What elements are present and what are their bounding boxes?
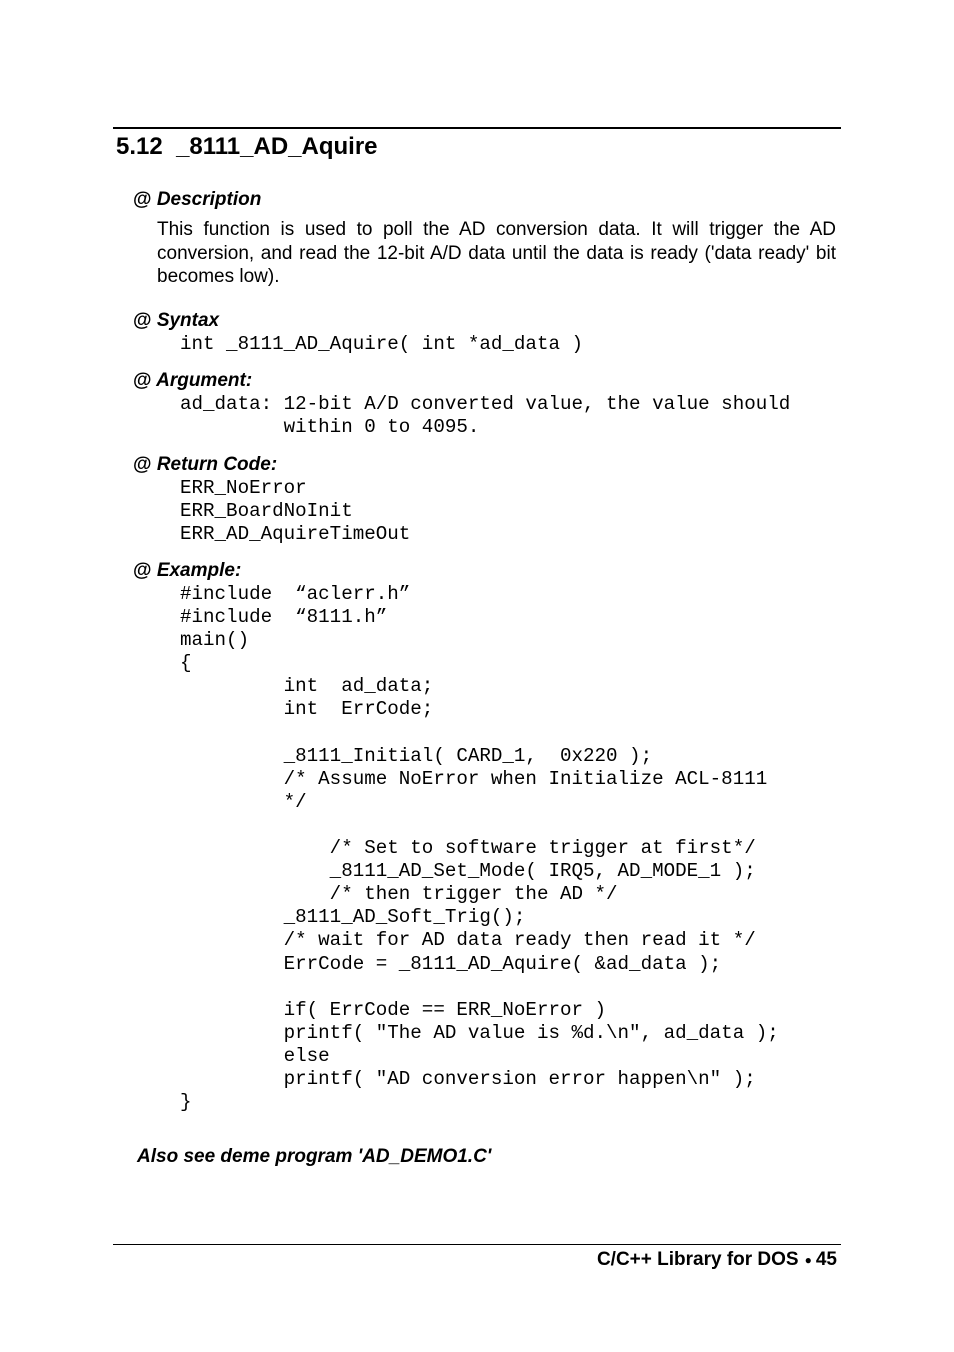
code-line: ad_data: 12-bit A/D converted value, the value should — [180, 393, 791, 415]
also-see-note: Also see deme program 'AD_DEMO1.C' — [137, 1146, 492, 1167]
syntax-code — [180, 333, 583, 356]
code-line — [180, 722, 779, 745]
code-line: #include “8111.h” — [180, 606, 388, 629]
example-heading-label: Example: — [156, 560, 242, 581]
code-line: ERR_NoError — [180, 477, 307, 499]
syntax-heading-label: Syntax — [156, 310, 220, 331]
code-line: _8111_AD_Soft_Trig(); — [180, 906, 526, 929]
code-line: within 0 to 4095. — [180, 416, 480, 439]
argument-heading-label: Argument: — [156, 370, 253, 391]
argument-heading — [133, 369, 252, 393]
code-line: int ErrCode; — [180, 698, 434, 721]
code-line: } — [180, 1091, 192, 1114]
code-line — [180, 814, 779, 837]
at-symbol: @ — [133, 310, 152, 331]
code-line: int ad_data; — [180, 675, 434, 698]
footer-library-title: C/C++ Library for DOS — [596, 1249, 799, 1271]
argument-code — [180, 393, 790, 439]
example-code — [180, 583, 779, 1114]
code-line: main() — [180, 629, 250, 652]
page-footer — [597, 1248, 837, 1272]
code-line: int _8111_AD_Aquire( int *ad_data ) — [180, 333, 584, 355]
code-line: else — [180, 1044, 330, 1067]
at-symbol: @ — [133, 454, 152, 475]
description-text: This function is used to poll the AD conversion data. It will trigger the AD conversion, and read the 12-bit A/D data until the data is ready ('data ready' bit becomes low). — [157, 219, 836, 288]
code-line: #include “aclerr.h” — [180, 583, 411, 605]
code-line: ERR_BoardNoInit — [180, 500, 353, 523]
code-line — [180, 976, 779, 999]
code-line: /* Set to software trigger at first*/ — [180, 837, 756, 860]
code-line: /* wait for AD data ready then read it */ — [180, 929, 756, 952]
code-line: _8111_Initial( CARD_1, 0x220 ); — [180, 744, 653, 767]
section-title — [116, 131, 378, 163]
return-code-heading-label: Return Code: — [156, 454, 278, 475]
at-symbol: @ — [133, 560, 152, 581]
bullet-icon: ● — [804, 1253, 812, 1267]
at-symbol: @ — [133, 370, 152, 391]
bottom-rule — [113, 1244, 841, 1245]
at-symbol: @ — [133, 189, 152, 210]
section-name: _8111_AD_Aquire — [176, 133, 378, 160]
description-heading-label: Description — [156, 189, 262, 210]
code-line: { — [180, 652, 192, 675]
code-line: ErrCode = _8111_AD_Aquire( &ad_data ); — [180, 952, 722, 975]
page-number: 45 — [815, 1249, 837, 1271]
code-line: if( ErrCode == ERR_NoError ) — [180, 998, 607, 1021]
code-line: printf( "AD conversion error happen\n" ); — [180, 1067, 756, 1090]
description-heading — [133, 188, 261, 212]
syntax-heading — [133, 309, 219, 333]
code-line: /* Assume NoError when Initialize ACL-8111 — [180, 767, 768, 790]
return-code-list — [180, 477, 410, 546]
return-code-heading — [133, 453, 277, 477]
section-number: 5.12 — [116, 133, 163, 160]
code-line: _8111_AD_Set_Mode( IRQ5, AD_MODE_1 ); — [180, 860, 756, 883]
code-line: ERR_AD_AquireTimeOut — [180, 523, 411, 546]
code-line: /* then trigger the AD */ — [180, 883, 618, 906]
code-line: printf( "The AD value is %d.\n", ad_data ); — [180, 1021, 779, 1044]
example-heading — [133, 559, 241, 583]
code-line: */ — [180, 790, 307, 813]
top-rule — [113, 127, 841, 129]
